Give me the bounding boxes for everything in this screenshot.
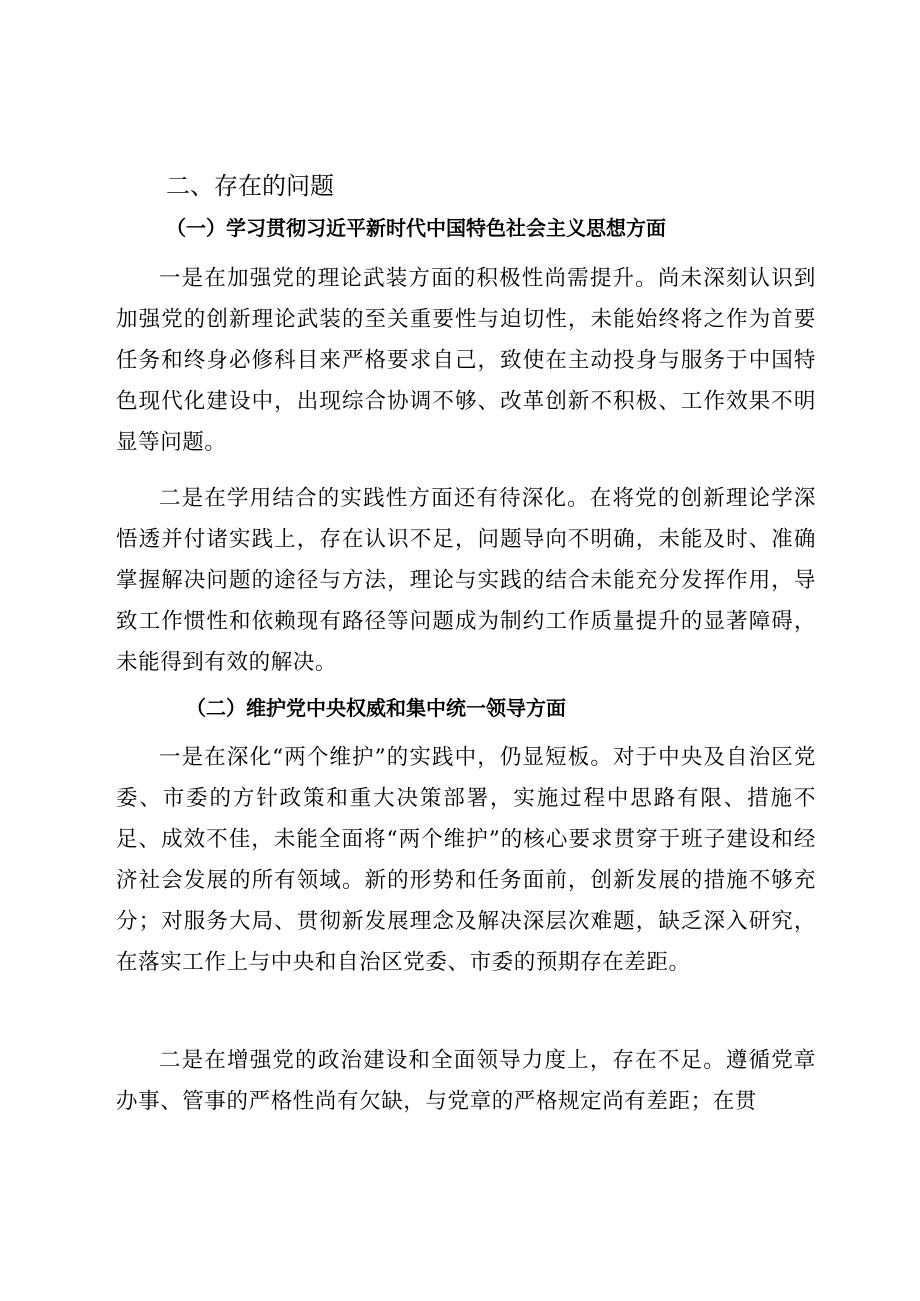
paragraph: 一是在加强党的理论武装方面的积极性尚需提升。尚未深刻认识到加强党的创新理论武装的至关重要性与迫切性，未能始终将之作为首要任务和终身必修科目来严格要求自己，致使在主动投身与服务于中国特色现代化建设中，出现综合协调不够、改革创新不积极、工作效果不明显等问题。 [116,266,816,455]
subsection-heading-2: （二）维护党中央权威和集中统一领导方面 [186,696,566,720]
paragraph: 二是在学用结合的实践性方面还有待深化。在将党的创新理论学深悟透并付诸实践上，存在认识不足，问题导向不明确，未能及时、准确掌握解决问题的途径与方法，理论与实践的结合未能充分发挥作用，导致工作惯性和依赖现有路径等问题成为制约工作质量提升的显著障碍，未能得到有效的解决。 [116,486,816,675]
subsection-heading-1: （一）学习贯彻习近平新时代中国特色社会主义思想方面 [166,216,666,240]
paragraph: 二是在增强党的政治建设和全面领导力度上，存在不足。遵循党章办事、管事的严格性尚有欠缺，与党章的严格规定尚有差距；在贯 [116,1048,816,1114]
section-heading: 二、存在的问题 [166,172,334,200]
paragraph: 一是在深化“两个维护”的实践中，仍显短板。对于中央及自治区党委、市委的方针政策和重大决策部署，实施过程中思路有限、措施不足、成效不佳，未能全面将“两个维护”的核心要求贯穿于班子建设和经济社会发展的所有领域。新的形势和任务面前，创新发展的措施不够充分；对服务大局、贯彻新发展理念及解决深层次难题，缺乏深入研究，在落实工作上与中央和自治区党委、市委的预期存在差距。 [116,745,816,975]
